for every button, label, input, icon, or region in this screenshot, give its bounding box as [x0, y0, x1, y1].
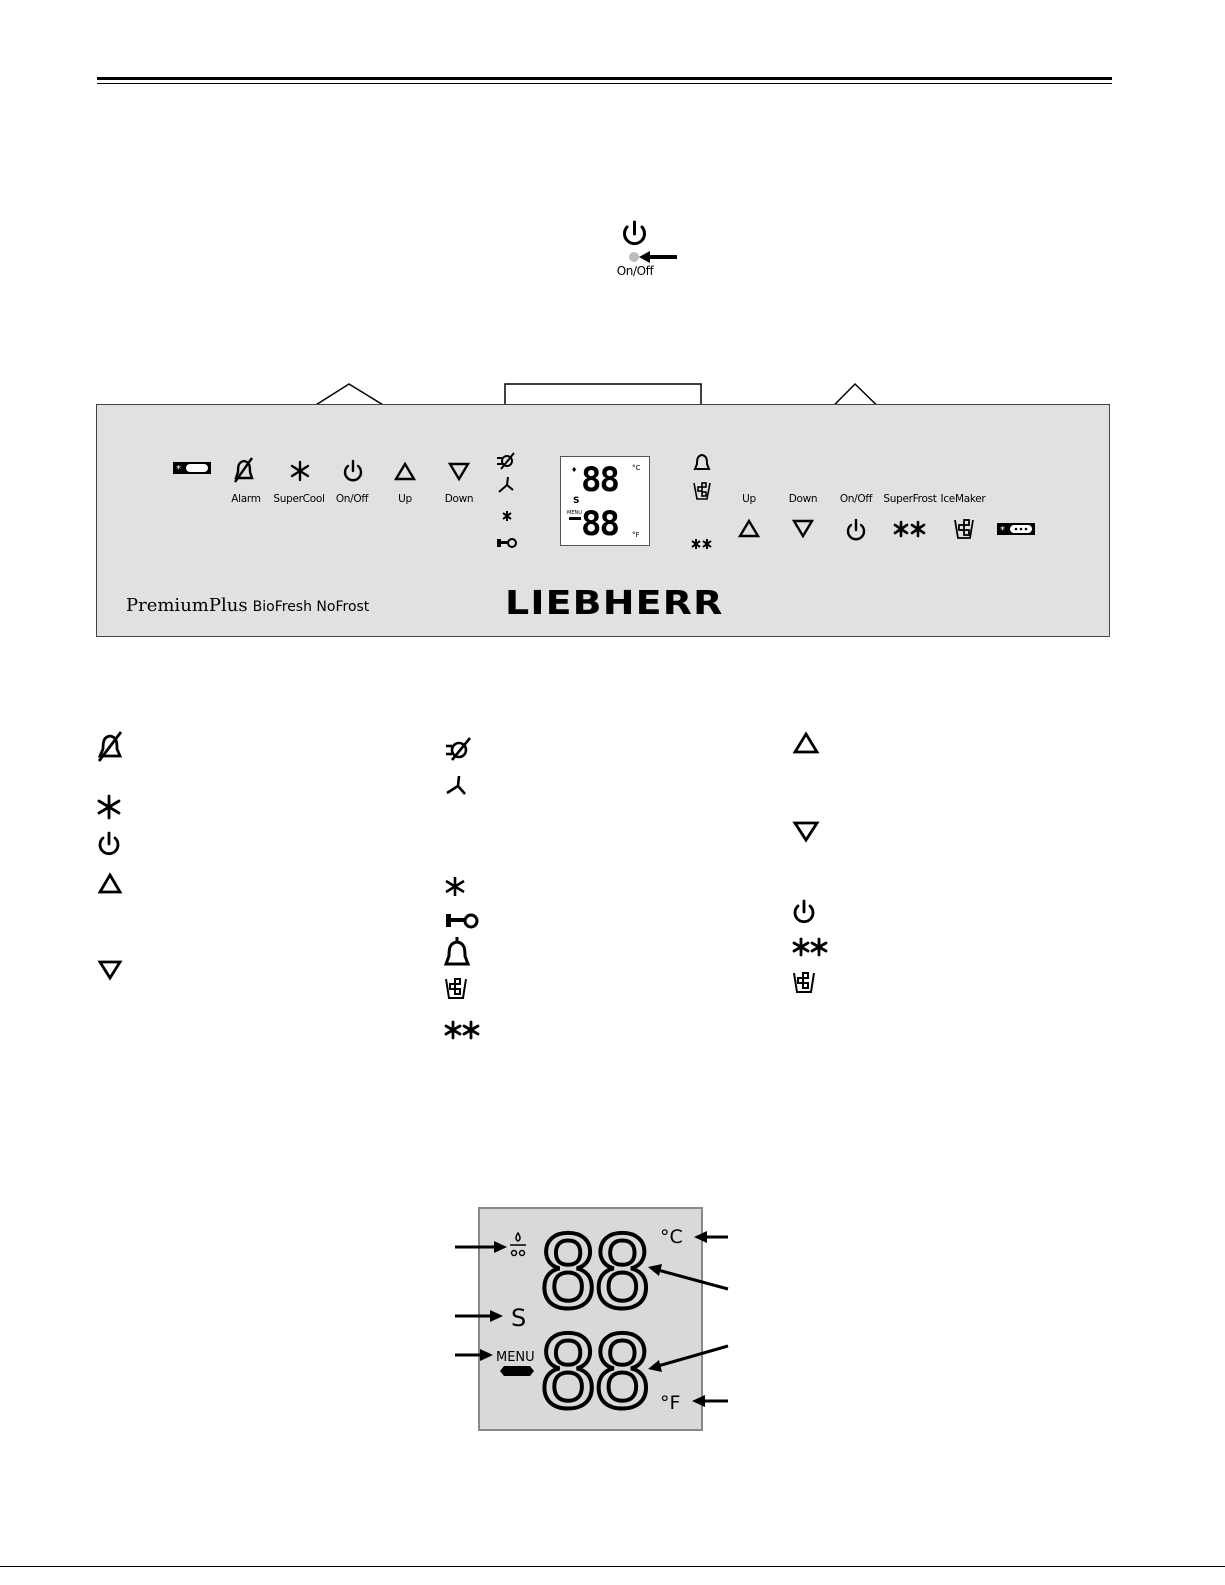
up-right-label: Up: [742, 493, 756, 505]
unit-fahrenheit: °F: [660, 1392, 681, 1414]
digits-top: 88: [538, 1214, 647, 1331]
supercool-label: SuperCool: [273, 493, 325, 505]
mini-menu-label: MENU: [567, 510, 582, 516]
brand-model: PremiumPlus: [126, 595, 248, 616]
menu-label: MENU: [496, 1350, 535, 1365]
mini-digits-bottom: 88: [581, 504, 618, 544]
mini-s-symbol: S: [573, 496, 580, 506]
digits-bottom: 88: [538, 1314, 647, 1431]
liebherr-logo: LIEBHERR: [505, 583, 724, 622]
mini-unit-f: °F: [632, 531, 640, 539]
footer-rule: [0, 1566, 1225, 1567]
s-symbol: S: [511, 1304, 527, 1332]
alarm-label: Alarm: [231, 493, 261, 505]
up-left-label: Up: [398, 493, 412, 505]
mini-humidity-icon: ♦: [571, 466, 578, 474]
brand-features: BioFresh NoFrost: [252, 599, 370, 615]
superfrost-label: SuperFrost: [883, 493, 937, 505]
onoff-left-label: On/Off: [335, 493, 369, 505]
down-left-label: Down: [444, 493, 474, 505]
mini-unit-c: °C: [632, 464, 641, 472]
svg-text:*: *: [1000, 525, 1005, 536]
svg-text:*: *: [176, 464, 181, 475]
mini-digits-top: 88: [581, 460, 618, 500]
onoff-label: On/Off: [616, 264, 654, 278]
icemaker-label: IceMaker: [940, 493, 986, 505]
down-right-label: Down: [788, 493, 818, 505]
unit-celsius: °C: [660, 1226, 683, 1248]
onoff-right-label: On/Off: [839, 493, 873, 505]
